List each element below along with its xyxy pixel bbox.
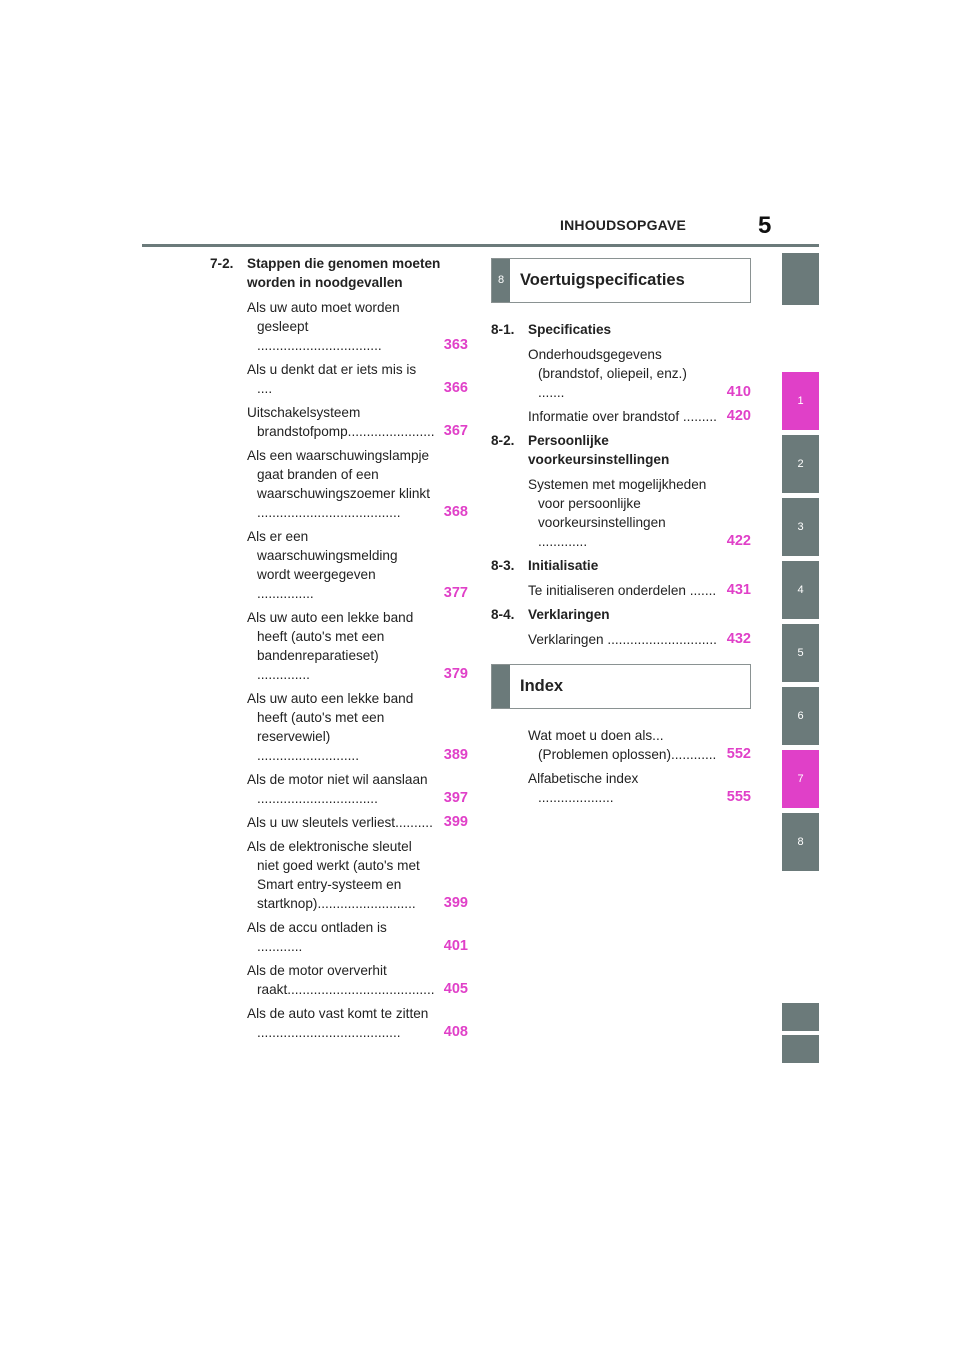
thumb-tab-index-b[interactable] <box>782 1035 819 1063</box>
toc-entry-text: Als uw auto een lekke band heeft (auto's met een reservewiel) ........................... <box>247 691 414 763</box>
chapter-8-header[interactable] <box>491 258 751 303</box>
toc-entry[interactable] <box>528 630 751 649</box>
header-rule <box>142 244 819 247</box>
toc-entry-text: Als de auto vast komt te zitten ...................................... <box>247 1006 429 1040</box>
thumb-tab-5[interactable]: 5 <box>782 624 819 682</box>
index-title: Index <box>520 677 564 695</box>
toc-entry-text: Systemen met mogelijkheden voor persoonlijke voorkeursinstellingen ............. <box>528 477 707 549</box>
toc-page-link[interactable]: 368 <box>443 504 468 520</box>
header-title: INHOUDSOPGAVE <box>560 217 687 233</box>
toc-entry-text: Wat moet u doen als... (Problemen oplossen)............ <box>528 728 717 762</box>
toc-page-link[interactable]: 401 <box>443 938 468 954</box>
toc-page-link[interactable]: 408 <box>443 1024 468 1040</box>
toc-entry[interactable] <box>528 475 751 551</box>
toc-entry-text: Onderhoudsgegevens (brandstof, oliepeil, enz.) ....... <box>528 347 687 400</box>
toc-entry-text: Als er een waarschuwingsmelding wordt weergegeven ............... <box>247 529 398 601</box>
thumb-tab-1[interactable]: 1 <box>782 372 819 430</box>
toc-entry[interactable] <box>247 360 468 398</box>
toc-section-8-4 <box>491 605 751 624</box>
toc-entry[interactable] <box>528 726 751 764</box>
thumb-tab-7[interactable]: 7 <box>782 750 819 808</box>
toc-entry[interactable] <box>247 527 468 603</box>
toc-entry-text: Uitschakelsysteem brandstofpomp....................... <box>247 405 435 439</box>
index-tab-marker <box>492 665 510 708</box>
thumb-tab-3[interactable]: 3 <box>782 498 819 556</box>
toc-entry[interactable] <box>247 608 468 684</box>
toc-entry-text: Verklaringen ............................. <box>528 632 717 647</box>
toc-entry[interactable] <box>528 581 751 600</box>
section-title: Stappen die genomen moeten worden in noodgevallen <box>247 256 441 290</box>
section-number: 8-3. <box>491 558 515 573</box>
toc-page-link[interactable]: 555 <box>726 789 751 805</box>
section-number: 8-4. <box>491 607 515 622</box>
toc-entry[interactable] <box>247 689 468 765</box>
section-number: 7-2. <box>210 256 234 271</box>
section-number: 8-1. <box>491 322 515 337</box>
thumb-tab-index-a[interactable] <box>782 1003 819 1031</box>
chapter-title: Voertuigspecificaties <box>520 271 685 289</box>
thumb-tab-2[interactable]: 2 <box>782 435 819 493</box>
toc-entry[interactable] <box>528 345 751 402</box>
toc-section-8-1 <box>491 320 751 339</box>
toc-entry-text: Als u denkt dat er iets mis is .... <box>247 362 417 396</box>
toc-page-link[interactable]: 432 <box>726 631 751 647</box>
toc-entry-text: Als u uw sleutels verliest.......... <box>247 815 433 830</box>
toc-page-link[interactable]: 399 <box>443 814 468 830</box>
toc-entry[interactable] <box>247 813 468 832</box>
toc-page-link[interactable]: 399 <box>443 895 468 911</box>
toc-entry-text: Als de motor oververhit raakt....................................... <box>247 963 435 997</box>
section-title: Initialisatie <box>528 558 599 573</box>
toc-entry-text: Alfabetische index .................... <box>528 771 639 805</box>
toc-page-link[interactable]: 431 <box>726 582 751 598</box>
page-number: 5 <box>758 212 772 239</box>
thumb-tab-4[interactable]: 4 <box>782 561 819 619</box>
toc-entry-text: Als de motor niet wil aanslaan ................................ <box>247 772 428 806</box>
section-title: Specificaties <box>528 322 612 337</box>
section-number: 8-2. <box>491 433 515 448</box>
toc-section-8-3 <box>491 556 751 575</box>
toc-page-link[interactable]: 397 <box>443 790 468 806</box>
toc-entry-text: Als een waarschuwingslampje gaat branden of een waarschuwingszoemer klinkt ...................................... <box>247 448 431 520</box>
thumb-tab-top[interactable] <box>782 253 819 305</box>
toc-page-link[interactable]: 420 <box>726 408 751 424</box>
toc-entry[interactable] <box>247 298 468 355</box>
toc-left-column <box>210 254 468 1047</box>
toc-entry[interactable] <box>247 837 468 913</box>
toc-entry-text: Als de accu ontladen is ............ <box>247 920 387 954</box>
toc-page-link[interactable]: 363 <box>443 337 468 353</box>
toc-page-link[interactable]: 379 <box>443 666 468 682</box>
toc-entry[interactable] <box>247 446 468 522</box>
toc-entry-text: Informatie over brandstof ......... <box>528 409 717 424</box>
section-title: Persoonlijke voorkeursinstellingen <box>528 433 670 467</box>
toc-page-link[interactable]: 377 <box>443 585 468 601</box>
toc-page-link[interactable]: 410 <box>726 384 751 400</box>
toc-entry[interactable] <box>247 770 468 808</box>
toc-entry-text: Als uw auto een lekke band heeft (auto's met een bandenreparatieset) .............. <box>247 610 414 682</box>
section-title: Verklaringen <box>528 607 610 622</box>
toc-page-link[interactable]: 552 <box>726 746 751 762</box>
toc-entry[interactable] <box>247 1004 468 1042</box>
index-header[interactable] <box>491 664 751 709</box>
toc-section-7-2 <box>210 254 468 292</box>
toc-page-link[interactable]: 405 <box>443 981 468 997</box>
thumb-tab-8[interactable]: 8 <box>782 813 819 871</box>
toc-entry-text: Te initialiseren onderdelen ....... <box>528 583 717 598</box>
toc-page-link[interactable]: 422 <box>726 533 751 549</box>
toc-page-link[interactable]: 366 <box>443 380 468 396</box>
toc-entry-text: Als uw auto moet worden gesleept ................................. <box>247 300 400 353</box>
chapter-tab-marker: 8 <box>492 259 510 302</box>
toc-page-link[interactable]: 367 <box>443 423 468 439</box>
thumb-tab-6[interactable]: 6 <box>782 687 819 745</box>
toc-page-link[interactable]: 389 <box>443 747 468 763</box>
toc-entry-text: Als de elektronische sleutel niet goed werkt (auto's met Smart entry-systeem en startknop).......................... <box>247 839 420 911</box>
toc-entry[interactable] <box>247 961 468 999</box>
toc-right-column <box>491 258 751 812</box>
toc-section-8-2 <box>491 431 751 469</box>
toc-entry[interactable] <box>247 918 468 956</box>
toc-entry[interactable] <box>247 403 468 441</box>
toc-entry[interactable] <box>528 407 751 426</box>
toc-entry[interactable] <box>528 769 751 807</box>
